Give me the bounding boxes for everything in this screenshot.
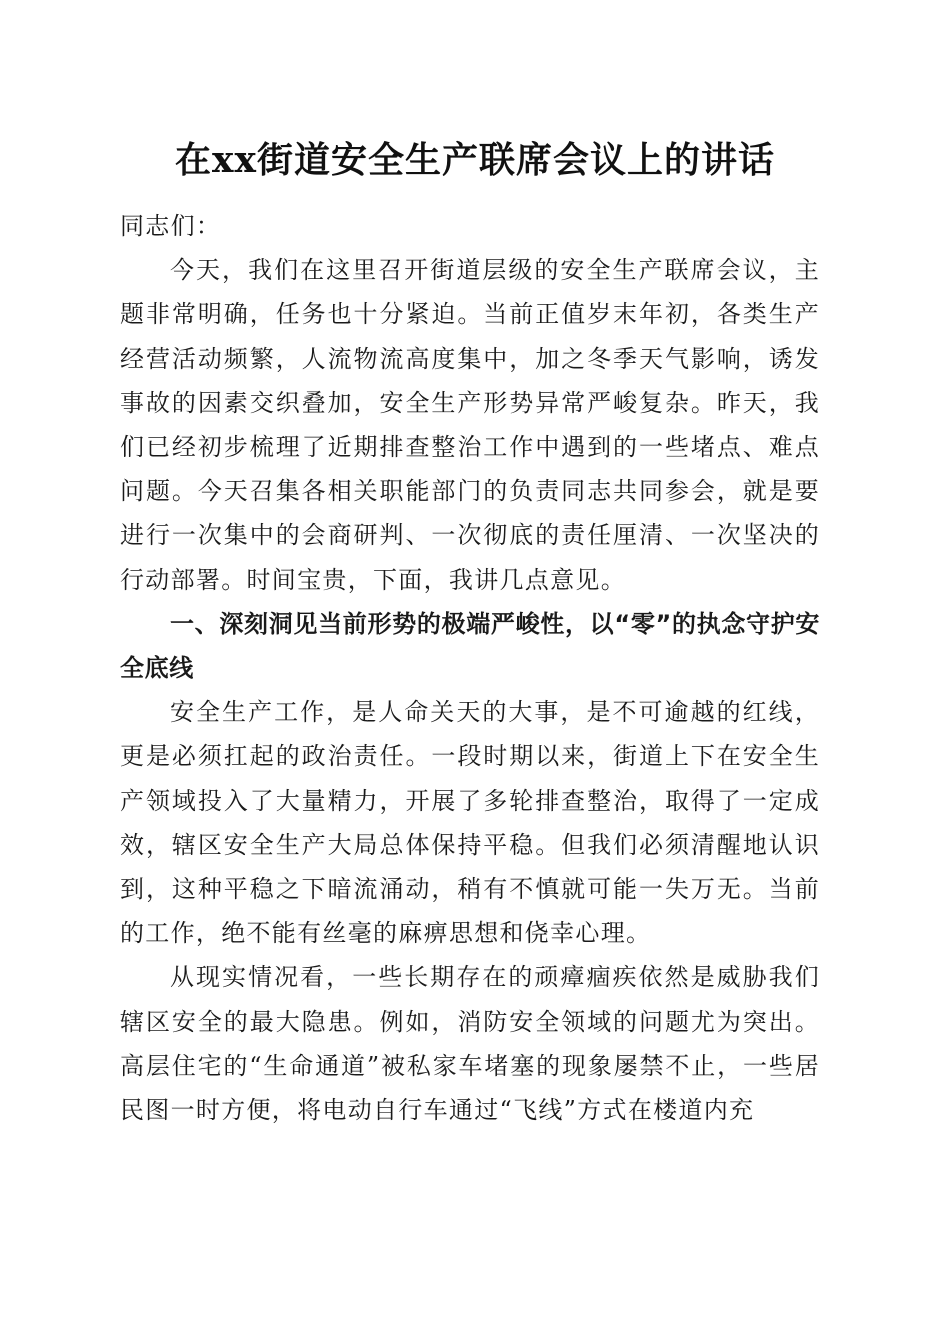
salutation: 同志们： (120, 212, 222, 240)
section-heading-1: 一、深刻洞见当前形势的极端严峻性，以“零”的执念守护安全底线 (120, 609, 820, 683)
paragraph-current-hazards: 从现实情况看，一些长期存在的顽瘴痼疾依然是威胁我们辖区安全的最大隐患。例如，消防安全领域的问题尤为突出。高层住宅的“生命通道”被私家车堵塞的现象屡禁不止，一些居民图一时方便，将电动自行车通过“飞线”方式在楼道内充 (120, 963, 820, 1125)
document-title: 在xx街道安全生产联席会议上的讲话 (175, 139, 775, 181)
document-body (120, 204, 820, 1132)
paragraph-opening: 今天，我们在这里召开街道层级的安全生产联席会议，主题非常明确，任务也十分紧迫。当前正值岁末年初，各类生产经营活动频繁，人流物流高度集中，加之冬季天气影响，诱发事故的因素交织叠加，安全生产形势异常严峻复杂。昨天，我们已经初步梳理了近期排查整治工作中遇到的一些堵点、难点问题。今天召集各相关职能部门的负责同志共同参会，就是要进行一次集中的会商研判、一次彻底的责任厘清、一次坚决的行动部署。时间宝贵，下面，我讲几点意见。 (120, 256, 820, 594)
paragraph-safety-responsibility: 安全生产工作，是人命关天的大事，是不可逾越的红线，更是必须扛起的政治责任。一段时期以来，街道上下在安全生产领域投入了大量精力，开展了多轮排查整治，取得了一定成效，辖区安全生产大局总体保持平稳。但我们必须清醒地认识到，这种平稳之下暗流涌动，稍有不慎就可能一失万无。当前的工作，绝不能有丝毫的麻痹思想和侥幸心理。 (120, 698, 820, 948)
